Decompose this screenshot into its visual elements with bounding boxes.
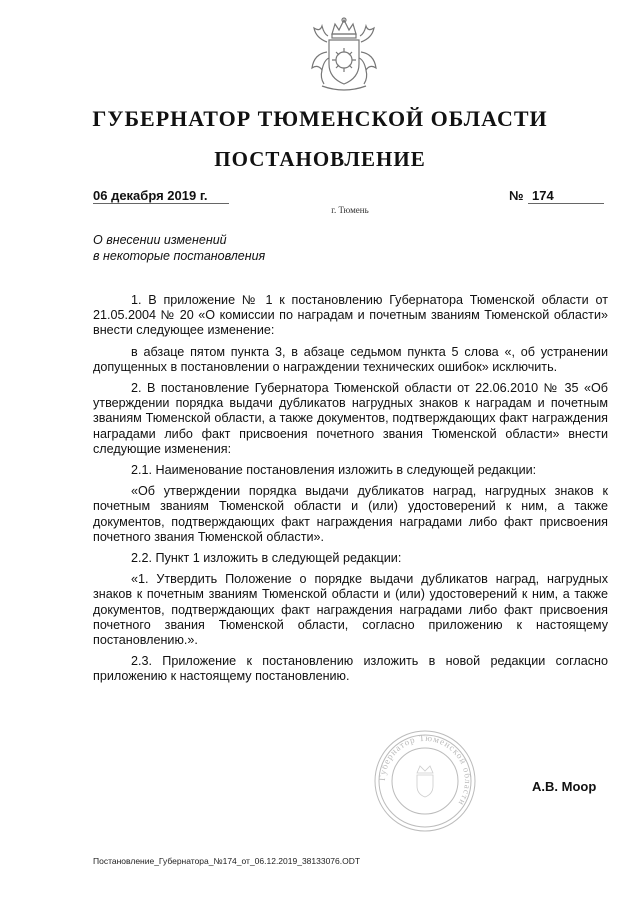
subject-line-2: в некоторые постановления: [93, 249, 266, 263]
governor-title: ГУБЕРНАТОР ТЮМЕНСКОЙ ОБЛАСТИ: [92, 106, 548, 131]
paragraph: «Об утверждении порядка выдачи дубликатов наград, нагрудных знаков к почетным званиям Тюменской области и (или) удостоверений к ним, а также документов, подтверждающих факт награждения наградами либо факт присвоения почетного звания Тюменской области».: [93, 484, 608, 544]
tyumen-coat-of-arms-icon: [302, 12, 386, 96]
paragraph: 2. В постановление Губернатора Тюменской области от 22.06.2010 № 35 «Об утверждении порядка выдачи дубликатов нагрудных знаков к наградам и почетным званиям Тюменской области, а также документов, подтверждающих факт награждения наградами либо факт присвоения почетного звания Тюменской области» внести следующие изменения:: [93, 381, 608, 456]
city-label: г. Тюмень: [331, 205, 369, 215]
paragraph: 2.2. Пункт 1 изложить в следующей редакции:: [131, 551, 402, 566]
paragraph: «1. Утвердить Положение о порядке выдачи дубликатов наград, нагрудных знаков к почетным званиям Тюменской области и (или) удостоверений к ним, а также документов, подтверждающих факт награждения наградами либо факт присвоения почетного звания Тюменской области, согласно приложению к настоящему постановлению.».: [93, 572, 608, 648]
paragraph: в абзаце пятом пункта 3, в абзаце седьмом пункта 5 слова «, об устранении допущенных в постановлении о награждении технических ошибок» исключить.: [93, 344, 608, 374]
document-number: 174: [532, 188, 554, 203]
number-label: №: [509, 188, 524, 203]
paragraph: 2.1. Наименование постановления изложить в следующей редакции:: [131, 463, 537, 478]
subject-line-1: О внесении изменений: [93, 233, 227, 247]
date-underline: [93, 203, 229, 204]
signer-name: А.В. Моор: [532, 779, 597, 794]
official-seal-icon: [372, 728, 478, 834]
paragraph: 2.3. Приложение к постановлению изложить в новой редакции согласно приложению к настоящему постановлению.: [93, 654, 608, 684]
document-date: 06 декабря 2019 г.: [93, 188, 208, 203]
document-body: [93, 293, 608, 691]
paragraph: 1. В приложение № 1 к постановлению Губернатора Тюменской области от 21.05.2004 № 20 «О комиссии по наградам и почетным званиям Тюменской области» внести следующее изменение:: [93, 293, 608, 338]
document-type-title: ПОСТАНОВЛЕНИЕ: [214, 147, 426, 171]
seal-text: Губернатор Тюменской области: [376, 732, 474, 808]
document-subject: [93, 232, 265, 264]
number-underline: [528, 203, 604, 204]
file-name-footer: Постановление_Губернатора_№174_от_06.12.2019_38133076.ODT: [93, 856, 361, 866]
